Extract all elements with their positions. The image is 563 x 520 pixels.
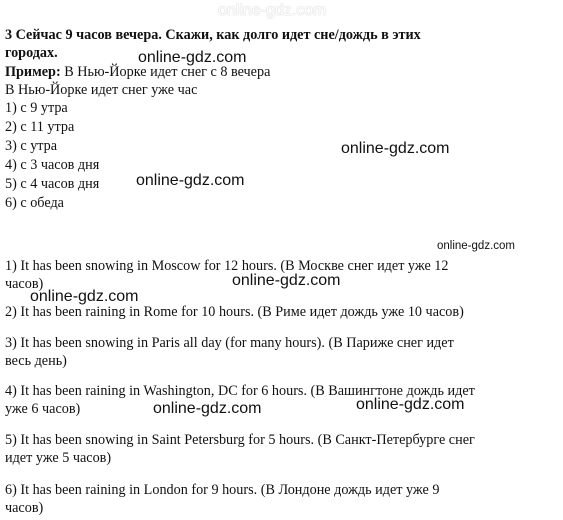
watermark-1: online-gdz.com bbox=[138, 49, 247, 66]
task-item-6: 6) с обеда bbox=[5, 195, 64, 211]
answer-4-line2: уже 6 часов) bbox=[5, 401, 81, 417]
answer-1-line1: 1) It has been snowing in Moscow for 12 hours. (В Москве снег идет уже 12 bbox=[5, 258, 449, 274]
answer-6-line1: 6) It has been raining in London for 9 hours. (В Лондоне дождь идет уже 9 bbox=[5, 482, 440, 498]
answer-3-line1: 3) It has been snowing in Paris all day (for many hours). (В Париже снег идет bbox=[5, 335, 454, 351]
answer-5-line1: 5) It has been snowing in Saint Petersburg for 5 hours. (В Санкт-Петербурге снег bbox=[5, 432, 475, 448]
task-heading-line1: 3 Сейчас 9 часов вечера. Скажи, как долго идет сне/дождь в этих bbox=[5, 27, 421, 43]
watermark-3: online-gdz.com bbox=[136, 172, 245, 189]
watermark-top: online-gdz.com bbox=[218, 2, 327, 19]
task-item-5: 5) с 4 часов дня bbox=[5, 176, 100, 192]
task-item-4: 4) с 3 часов дня bbox=[5, 157, 100, 173]
answer-5-line2: идет уже 5 часов) bbox=[5, 450, 112, 466]
watermark-8: online-gdz.com bbox=[356, 396, 465, 413]
task-item-3: 3) с утра bbox=[5, 138, 58, 154]
task-item-2: 2) с 11 утра bbox=[5, 119, 75, 135]
answer-4-line1: 4) It has been raining in Washington, DC for 6 hours. (В Вашингтоне дождь идет bbox=[5, 383, 475, 399]
answer-1-line2: часов) bbox=[5, 276, 44, 292]
watermark-2: online-gdz.com bbox=[341, 140, 450, 157]
watermark-5: online-gdz.com bbox=[232, 272, 341, 289]
answer-2-line1: 2) It has been raining in Rome for 10 hours. (В Риме идет дождь уже 10 часов) bbox=[5, 304, 464, 320]
answer-6-line2: часов) bbox=[5, 500, 44, 516]
example-text: В Нью-Йорке идет снег с 8 вечера bbox=[64, 64, 271, 80]
watermark-4: online-gdz.com bbox=[437, 240, 515, 252]
example-label: Пример: bbox=[5, 64, 61, 80]
watermark-6: online-gdz.com bbox=[30, 288, 139, 305]
task-item-1: 1) с 9 утра bbox=[5, 100, 68, 116]
watermark-7: online-gdz.com bbox=[153, 400, 262, 417]
example-answer: В Нью-Йорке идет снег уже час bbox=[5, 82, 198, 98]
answer-3-line2: весь день) bbox=[5, 353, 67, 369]
task-heading-line2: городах. bbox=[5, 45, 58, 61]
